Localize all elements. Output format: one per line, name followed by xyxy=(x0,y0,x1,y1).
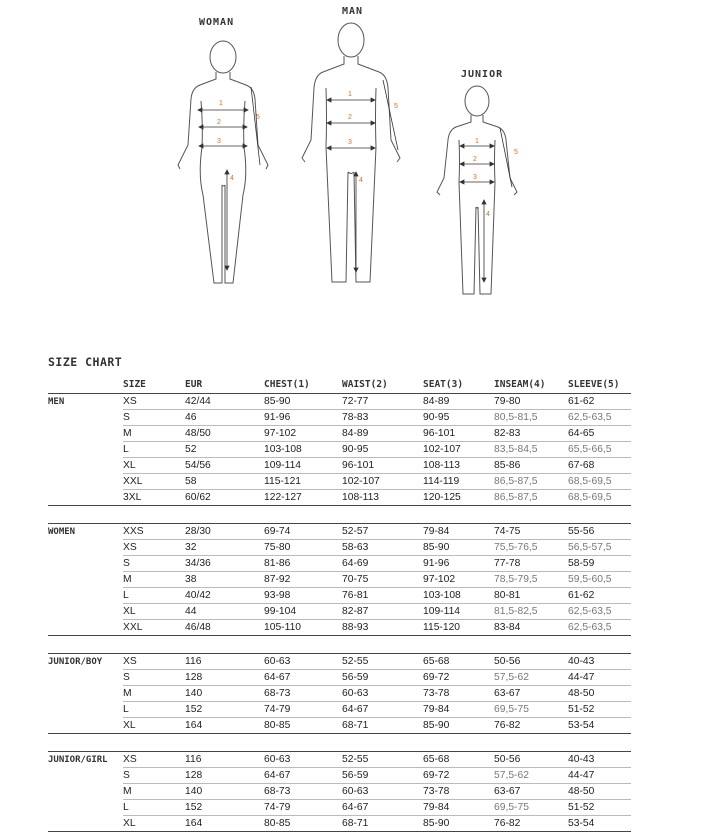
table-cell: M xyxy=(123,426,185,442)
table-cell: 83-84 xyxy=(494,620,568,636)
table-cell: 80,5-81,5 xyxy=(494,410,568,426)
table-cell: 108-113 xyxy=(423,458,494,474)
table-cell: M xyxy=(123,572,185,588)
table-cell: 52 xyxy=(185,442,264,458)
table-cell: XS xyxy=(123,752,185,768)
marker-1: 1 xyxy=(219,100,223,107)
table-cell: 51-52 xyxy=(568,800,631,816)
table-cell: 28/30 xyxy=(185,524,264,540)
marker-1: 1 xyxy=(348,91,352,98)
table-cell: 90-95 xyxy=(342,442,423,458)
table-cell: M xyxy=(123,686,185,702)
table-cell: 76-81 xyxy=(342,588,423,604)
table-cell: 93-98 xyxy=(264,588,342,604)
table-cell: 60-63 xyxy=(342,784,423,800)
table-cell: 79-84 xyxy=(423,702,494,718)
table-cell: 69,5-75 xyxy=(494,702,568,718)
marker-1: 1 xyxy=(475,138,479,145)
table-cell: 48-50 xyxy=(568,784,631,800)
table-row xyxy=(48,490,631,506)
table-cell: 103-108 xyxy=(423,588,494,604)
table-row xyxy=(48,588,631,604)
table-cell: 62,5-63,5 xyxy=(568,604,631,620)
table-cell: 50-56 xyxy=(494,654,568,670)
table-cell: 69-72 xyxy=(423,670,494,686)
table-cell: 90-95 xyxy=(423,410,494,426)
table-cell: 164 xyxy=(185,718,264,734)
table-cell: 85-90 xyxy=(423,540,494,556)
table-cell: 62,5-63,5 xyxy=(568,410,631,426)
table-cell: 68-73 xyxy=(264,686,342,702)
table-row xyxy=(48,784,631,800)
table-cell: 97-102 xyxy=(264,426,342,442)
woman-body-diagram xyxy=(170,35,280,295)
junior-body-diagram xyxy=(432,82,532,302)
table-cell: 78,5-79,5 xyxy=(494,572,568,588)
table-cell: 53-54 xyxy=(568,718,631,734)
table-cell: 82-87 xyxy=(342,604,423,620)
table-cell: 64-69 xyxy=(342,556,423,572)
table-cell: 85-86 xyxy=(494,458,568,474)
table-cell: 56,5-57,5 xyxy=(568,540,631,556)
table-cell: L xyxy=(123,800,185,816)
table-cell: 84-89 xyxy=(423,394,494,410)
table-cell: 70-75 xyxy=(342,572,423,588)
table-cell: 52-55 xyxy=(342,654,423,670)
table-row xyxy=(48,394,631,410)
table-cell: 76-82 xyxy=(494,816,568,832)
table-cell: 152 xyxy=(185,702,264,718)
marker-3: 3 xyxy=(217,138,221,145)
table-cell: 65-68 xyxy=(423,752,494,768)
table-cell: S xyxy=(123,670,185,686)
group-label: WOMEN xyxy=(48,524,123,540)
table-cell: XL xyxy=(123,816,185,832)
size-chart-table xyxy=(48,376,631,832)
table-cell: 109-114 xyxy=(423,604,494,620)
table-cell: 46 xyxy=(185,410,264,426)
table-cell: 69,5-75 xyxy=(494,800,568,816)
table-cell: XXL xyxy=(123,474,185,490)
man-body-diagram xyxy=(305,22,415,292)
table-cell: 62,5-63,5 xyxy=(568,620,631,636)
table-cell: XS xyxy=(123,654,185,670)
table-cell: 91-96 xyxy=(264,410,342,426)
table-cell: 57,5-62 xyxy=(494,670,568,686)
table-cell: 44-47 xyxy=(568,768,631,784)
table-cell: 102-107 xyxy=(423,442,494,458)
table-cell: 78-83 xyxy=(342,410,423,426)
table-row xyxy=(48,572,631,588)
table-cell: XXL xyxy=(123,620,185,636)
table-cell: 61-62 xyxy=(568,588,631,604)
table-row xyxy=(48,442,631,458)
table-cell: 72-77 xyxy=(342,394,423,410)
table-cell: 40-43 xyxy=(568,752,631,768)
header-waist: WAIST(2) xyxy=(342,379,388,390)
header-eur: EUR xyxy=(185,379,203,390)
marker-4: 4 xyxy=(230,175,234,182)
table-cell: 81,5-82,5 xyxy=(494,604,568,620)
table-cell: 74-75 xyxy=(494,524,568,540)
table-cell: 85-90 xyxy=(264,394,342,410)
table-cell: 67-68 xyxy=(568,458,631,474)
table-row xyxy=(48,620,631,636)
table-cell: 96-101 xyxy=(423,426,494,442)
table-cell: 86,5-87,5 xyxy=(494,490,568,506)
table-cell: XS xyxy=(123,394,185,410)
woman-figure-title: WOMAN xyxy=(199,17,235,28)
table-cell: S xyxy=(123,768,185,784)
table-cell: 80-81 xyxy=(494,588,568,604)
table-row xyxy=(48,752,631,768)
table-cell: 57,5-62 xyxy=(494,768,568,784)
group-separator xyxy=(48,506,631,524)
table-row xyxy=(48,556,631,572)
table-row xyxy=(48,604,631,620)
table-cell: 46/48 xyxy=(185,620,264,636)
table-cell: 83,5-84,5 xyxy=(494,442,568,458)
table-cell: 48/50 xyxy=(185,426,264,442)
table-cell: 79-80 xyxy=(494,394,568,410)
table-cell: 60/62 xyxy=(185,490,264,506)
table-cell: 68-73 xyxy=(264,784,342,800)
table-cell: S xyxy=(123,556,185,572)
table-cell: 44 xyxy=(185,604,264,620)
table-cell: 40-43 xyxy=(568,654,631,670)
table-cell: 56-59 xyxy=(342,670,423,686)
table-cell: 50-56 xyxy=(494,752,568,768)
table-cell: 87-92 xyxy=(264,572,342,588)
table-cell: 54/56 xyxy=(185,458,264,474)
table-cell: 128 xyxy=(185,768,264,784)
table-row xyxy=(48,524,631,540)
header-chest: CHEST(1) xyxy=(264,379,310,390)
table-cell: S xyxy=(123,410,185,426)
table-cell: 52-57 xyxy=(342,524,423,540)
table-cell: 120-125 xyxy=(423,490,494,506)
table-body xyxy=(48,394,631,832)
table-cell: XL xyxy=(123,718,185,734)
table-row xyxy=(48,800,631,816)
table-row xyxy=(48,410,631,426)
table-cell: 63-67 xyxy=(494,784,568,800)
table-cell: 74-79 xyxy=(264,800,342,816)
table-cell: 38 xyxy=(185,572,264,588)
header-sleeve: SLEEVE(5) xyxy=(568,379,620,390)
marker-4: 4 xyxy=(359,177,363,184)
table-cell: 73-78 xyxy=(423,686,494,702)
table-row xyxy=(48,654,631,670)
table-cell: 64-67 xyxy=(264,670,342,686)
table-cell: L xyxy=(123,442,185,458)
table-cell: 116 xyxy=(185,752,264,768)
table-cell: 65-68 xyxy=(423,654,494,670)
table-cell: 80-85 xyxy=(264,718,342,734)
table-row xyxy=(48,686,631,702)
table-row xyxy=(48,474,631,490)
marker-3: 3 xyxy=(473,174,477,181)
table-row xyxy=(48,540,631,556)
table-cell: 152 xyxy=(185,800,264,816)
marker-5: 5 xyxy=(514,149,518,156)
table-cell: 44-47 xyxy=(568,670,631,686)
table-cell: 86,5-87,5 xyxy=(494,474,568,490)
table-cell: 63-67 xyxy=(494,686,568,702)
table-cell: 3XL xyxy=(123,490,185,506)
table-cell: 64-67 xyxy=(342,800,423,816)
table-cell: 85-90 xyxy=(423,718,494,734)
table-row xyxy=(48,458,631,474)
marker-2: 2 xyxy=(348,114,352,121)
table-cell: 88-93 xyxy=(342,620,423,636)
marker-2: 2 xyxy=(217,119,221,126)
table-cell: 55-56 xyxy=(568,524,631,540)
table-cell: M xyxy=(123,784,185,800)
table-cell: 115-120 xyxy=(423,620,494,636)
table-cell: XS xyxy=(123,540,185,556)
table-cell: 68,5-69,5 xyxy=(568,474,631,490)
table-cell: L xyxy=(123,702,185,718)
table-cell: 65,5-66,5 xyxy=(568,442,631,458)
table-cell: 58-63 xyxy=(342,540,423,556)
table-cell: 61-62 xyxy=(568,394,631,410)
table-cell: 81-86 xyxy=(264,556,342,572)
table-cell: 140 xyxy=(185,686,264,702)
table-cell: 82-83 xyxy=(494,426,568,442)
group-separator xyxy=(48,734,631,752)
table-cell: 59,5-60,5 xyxy=(568,572,631,588)
table-cell: 52-55 xyxy=(342,752,423,768)
table-cell: 128 xyxy=(185,670,264,686)
size-chart-title: SIZE CHART xyxy=(48,355,123,369)
table-cell: 91-96 xyxy=(423,556,494,572)
table-cell: 69-72 xyxy=(423,768,494,784)
table-cell: 48-50 xyxy=(568,686,631,702)
table-cell: 105-110 xyxy=(264,620,342,636)
table-cell: 75,5-76,5 xyxy=(494,540,568,556)
table-cell: 76-82 xyxy=(494,718,568,734)
table-cell: 79-84 xyxy=(423,524,494,540)
table-cell: 69-74 xyxy=(264,524,342,540)
table-cell: 108-113 xyxy=(342,490,423,506)
table-cell: 73-78 xyxy=(423,784,494,800)
table-cell: 58-59 xyxy=(568,556,631,572)
table-cell: XXS xyxy=(123,524,185,540)
table-cell: 32 xyxy=(185,540,264,556)
table-cell: 60-63 xyxy=(264,654,342,670)
table-cell: 103-108 xyxy=(264,442,342,458)
table-cell: 140 xyxy=(185,784,264,800)
table-cell: 102-107 xyxy=(342,474,423,490)
table-cell: 79-84 xyxy=(423,800,494,816)
table-cell: 116 xyxy=(185,654,264,670)
table-cell: 96-101 xyxy=(342,458,423,474)
marker-2: 2 xyxy=(473,156,477,163)
header-seat: SEAT(3) xyxy=(423,379,464,390)
table-cell: 53-54 xyxy=(568,816,631,832)
table-cell: 75-80 xyxy=(264,540,342,556)
table-cell: 34/36 xyxy=(185,556,264,572)
table-cell: 56-59 xyxy=(342,768,423,784)
table-cell: 115-121 xyxy=(264,474,342,490)
table-cell: 68-71 xyxy=(342,718,423,734)
table-cell: 68,5-69,5 xyxy=(568,490,631,506)
table-cell: 60-63 xyxy=(342,686,423,702)
table-cell: 109-114 xyxy=(264,458,342,474)
group-label: JUNIOR/GIRL xyxy=(48,752,123,768)
table-cell: 42/44 xyxy=(185,394,264,410)
table-cell: 99-104 xyxy=(264,604,342,620)
table-row xyxy=(48,670,631,686)
table-cell: 122-127 xyxy=(264,490,342,506)
table-cell: XL xyxy=(123,458,185,474)
table-header-row xyxy=(48,376,631,394)
man-figure-title: MAN xyxy=(342,6,364,17)
marker-3: 3 xyxy=(348,139,352,146)
table-row xyxy=(48,426,631,442)
junior-figure-title: JUNIOR xyxy=(461,69,504,80)
table-cell: 40/42 xyxy=(185,588,264,604)
table-cell: 74-79 xyxy=(264,702,342,718)
header-inseam: INSEAM(4) xyxy=(494,379,546,390)
table-cell: 64-67 xyxy=(342,702,423,718)
group-separator xyxy=(48,636,631,654)
table-cell: 51-52 xyxy=(568,702,631,718)
table-row xyxy=(48,768,631,784)
table-row xyxy=(48,718,631,734)
table-cell: 64-67 xyxy=(264,768,342,784)
marker-5: 5 xyxy=(394,103,398,110)
table-cell: 85-90 xyxy=(423,816,494,832)
group-label: MEN xyxy=(48,394,123,410)
table-cell: L xyxy=(123,588,185,604)
table-cell: 64-65 xyxy=(568,426,631,442)
table-cell: 77-78 xyxy=(494,556,568,572)
table-cell: XL xyxy=(123,604,185,620)
group-label: JUNIOR/BOY xyxy=(48,654,123,670)
table-cell: 58 xyxy=(185,474,264,490)
table-cell: 60-63 xyxy=(264,752,342,768)
table-cell: 97-102 xyxy=(423,572,494,588)
header-size: SIZE xyxy=(123,379,146,390)
table-cell: 84-89 xyxy=(342,426,423,442)
table-cell: 164 xyxy=(185,816,264,832)
table-row xyxy=(48,816,631,832)
table-cell: 68-71 xyxy=(342,816,423,832)
table-cell: 114-119 xyxy=(423,474,494,490)
table-cell: 80-85 xyxy=(264,816,342,832)
marker-4: 4 xyxy=(486,211,490,218)
marker-5: 5 xyxy=(256,114,260,121)
table-row xyxy=(48,702,631,718)
